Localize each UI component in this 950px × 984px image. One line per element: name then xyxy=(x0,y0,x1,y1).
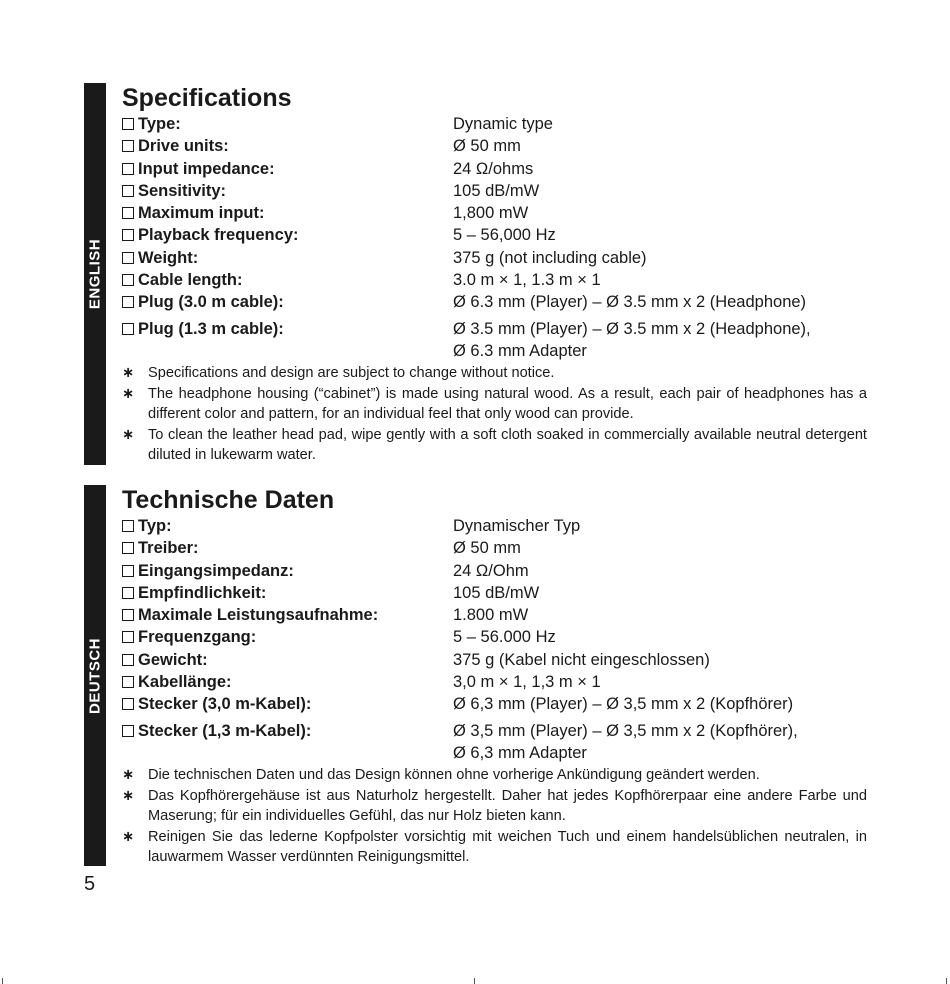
note-item xyxy=(122,363,867,384)
spec-label: Type: xyxy=(138,115,181,133)
spec-value: Ø 3.5 mm (Player) – Ø 3.5 mm x 2 (Headphone), xyxy=(453,319,811,338)
spec-row xyxy=(122,135,867,157)
checkbox-square-icon xyxy=(122,520,134,532)
spec-label: Input impedance: xyxy=(138,159,275,178)
section-content xyxy=(122,83,867,466)
asterisk-icon: ∗ xyxy=(122,828,135,845)
section-content xyxy=(122,485,867,868)
spec-value: 24 Ω/ohms xyxy=(453,159,534,178)
spec-row xyxy=(122,582,867,604)
note-text: Das Kopfhörergehäuse ist aus Naturholz hergestellt. Daher hat jedes Kopfhörerpaar eine andere Farbe und Maserung; für ein individuelles Gefühl, das nur Holz bieten kann. xyxy=(148,787,867,825)
spec-value-continued: Ø 6,3 mm Adapter xyxy=(453,743,587,762)
note-item xyxy=(122,827,867,868)
section-deutsch xyxy=(84,485,874,866)
note-item xyxy=(122,425,867,466)
note-item xyxy=(122,765,867,786)
spec-value: 5 – 56,000 Hz xyxy=(453,226,556,245)
checkbox-square-icon xyxy=(122,609,134,621)
checkbox-square-icon xyxy=(122,565,134,577)
spec-label: Cable length: xyxy=(138,271,243,290)
spec-list xyxy=(122,113,867,362)
spec-row xyxy=(122,649,867,671)
spec-value: Ø 50 mm xyxy=(453,137,521,156)
note-list xyxy=(122,363,867,466)
spec-row xyxy=(122,202,867,224)
spec-row xyxy=(122,224,867,246)
asterisk-icon: ∗ xyxy=(122,426,135,443)
checkbox-square-icon xyxy=(122,229,134,241)
checkbox-square-icon xyxy=(122,140,134,152)
language-tab xyxy=(84,83,106,465)
crop-mark xyxy=(2,978,3,984)
spec-value: 375 g (Kabel nicht eingeschlossen) xyxy=(453,650,710,669)
spec-row xyxy=(122,291,867,313)
spec-row xyxy=(122,269,867,291)
spec-row xyxy=(122,560,867,582)
language-tab-label: ENGLISH xyxy=(86,238,104,310)
spec-value: Dynamischer Typ xyxy=(453,517,581,535)
checkbox-square-icon xyxy=(122,185,134,197)
spec-row xyxy=(122,693,867,715)
note-text: Die technischen Daten und das Design können ohne vorherige Ankündigung geändert werden. xyxy=(148,767,760,784)
spec-row xyxy=(122,113,867,135)
spec-row xyxy=(122,720,867,765)
spec-label: Maximale Leistungsaufnahme: xyxy=(138,606,379,625)
checkbox-square-icon xyxy=(122,296,134,308)
spec-label: Empfindlichkeit: xyxy=(138,583,267,602)
note-text: The headphone housing (“cabinet”) is made using natural wood. As a result, each pair of headphones has a different color and pattern, for an individual feel that only wood can provide. xyxy=(148,385,867,423)
spec-value: Ø 3,5 mm (Player) – Ø 3,5 mm x 2 (Kopfhörer), xyxy=(453,721,798,740)
spec-value: Dynamic type xyxy=(453,115,553,133)
asterisk-icon: ∗ xyxy=(122,787,135,804)
spec-row xyxy=(122,247,867,269)
section-title: Specifications xyxy=(122,84,292,112)
spec-label: Kabellänge: xyxy=(138,673,232,692)
note-list xyxy=(122,765,867,868)
page-number: 5 xyxy=(84,873,96,895)
spec-row xyxy=(122,626,867,648)
note-item xyxy=(122,786,867,827)
spec-label: Stecker (1,3 m-Kabel): xyxy=(138,721,312,740)
asterisk-icon: ∗ xyxy=(122,767,135,784)
spec-label: Plug (1.3 m cable): xyxy=(138,319,284,338)
checkbox-square-icon xyxy=(122,207,134,219)
spec-label: Stecker (3,0 m-Kabel): xyxy=(138,695,312,714)
spec-value: 5 – 56.000 Hz xyxy=(453,628,556,647)
spec-row xyxy=(122,158,867,180)
spec-label: Plug (3.0 m cable): xyxy=(138,293,284,312)
checkbox-square-icon xyxy=(122,725,134,737)
section-english xyxy=(84,83,874,465)
spec-value: Ø 6,3 mm (Player) – Ø 3,5 mm x 2 (Kopfhörer) xyxy=(453,695,794,714)
checkbox-square-icon xyxy=(122,118,134,130)
spec-label: Maximum input: xyxy=(138,204,265,223)
spec-value-continued: Ø 6.3 mm Adapter xyxy=(453,341,587,360)
spec-list xyxy=(122,515,867,764)
spec-label: Frequenzgang: xyxy=(138,628,257,647)
spec-label: Weight: xyxy=(138,248,199,267)
spec-value: 1.800 mW xyxy=(453,606,529,625)
asterisk-icon: ∗ xyxy=(122,385,135,402)
checkbox-square-icon xyxy=(122,323,134,335)
spec-value: Ø 6.3 mm (Player) – Ø 3.5 mm x 2 (Headphone) xyxy=(453,293,807,312)
spec-label: Eingangsimpedanz: xyxy=(138,561,294,580)
spec-row xyxy=(122,318,867,363)
spec-label: Treiber: xyxy=(138,539,199,558)
crop-mark xyxy=(946,978,947,984)
spec-value: 3.0 m × 1, 1.3 m × 1 xyxy=(453,271,601,290)
checkbox-square-icon xyxy=(122,163,134,175)
spec-value: Ø 50 mm xyxy=(453,539,521,558)
checkbox-square-icon xyxy=(122,252,134,264)
asterisk-icon: ∗ xyxy=(122,365,135,382)
spec-label: Playback frequency: xyxy=(138,226,299,245)
checkbox-square-icon xyxy=(122,676,134,688)
spec-row xyxy=(122,180,867,202)
checkbox-square-icon xyxy=(122,698,134,710)
spec-value: 105 dB/mW xyxy=(453,181,540,200)
checkbox-square-icon xyxy=(122,631,134,643)
spec-value: 105 dB/mW xyxy=(453,583,540,602)
spec-value: 3,0 m × 1, 1,3 m × 1 xyxy=(453,673,601,692)
note-text: Reinigen Sie das lederne Kopfpolster vorsichtig mit weichen Tuch und einem handelsüblichen neutralen, in lauwarmem Wasser verdünnten Reinigungsmittel. xyxy=(148,828,867,866)
checkbox-square-icon xyxy=(122,542,134,554)
spec-row xyxy=(122,671,867,693)
section-title: Technische Daten xyxy=(122,486,335,514)
note-text: To clean the leather head pad, wipe gently with a soft cloth soaked in commercially available neutral detergent diluted in lukewarm water. xyxy=(148,426,867,464)
spec-row xyxy=(122,515,867,537)
checkbox-square-icon xyxy=(122,274,134,286)
spec-label: Typ: xyxy=(138,517,172,535)
spec-row xyxy=(122,604,867,626)
language-tab-label: DEUTSCH xyxy=(86,637,104,714)
spec-row xyxy=(122,537,867,559)
spec-value: 24 Ω/Ohm xyxy=(453,561,529,580)
language-tab xyxy=(84,485,106,866)
spec-label: Sensitivity: xyxy=(138,181,227,200)
note-item xyxy=(122,384,867,425)
note-text: Specifications and design are subject to change without notice. xyxy=(148,365,555,382)
spec-value: 375 g (not including cable) xyxy=(453,248,647,267)
checkbox-square-icon xyxy=(122,654,134,666)
crop-mark xyxy=(474,978,475,984)
spec-value: 1,800 mW xyxy=(453,204,529,223)
spec-label: Drive units: xyxy=(138,137,229,156)
checkbox-square-icon xyxy=(122,587,134,599)
spec-label: Gewicht: xyxy=(138,650,208,669)
